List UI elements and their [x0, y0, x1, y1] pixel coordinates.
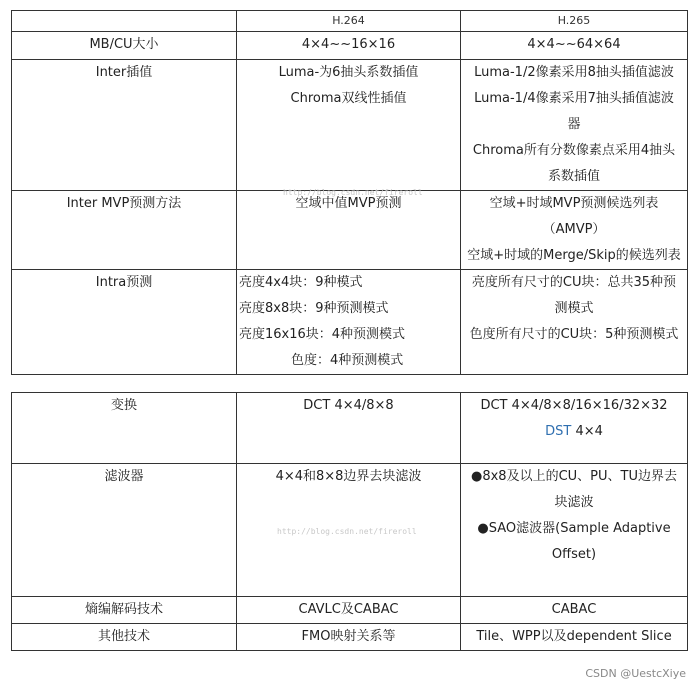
cell-line: Chroma双线性插值 — [290, 91, 407, 106]
cell-line: 空域+时域MVP预测候选列表 — [489, 196, 659, 211]
cell-line: DCT 4×4/8×8 — [303, 398, 394, 413]
table-row — [12, 32, 688, 60]
cell-line: 亮度8x8块：9种预测模式 — [239, 301, 389, 316]
h264-cell — [237, 624, 461, 651]
h265-cell — [461, 624, 688, 651]
cell-line: DCT 4×4/8×8/16×16/32×32 — [480, 398, 668, 413]
row-label: Inter插值 — [12, 60, 237, 191]
cell-line: （AMVP） — [542, 222, 606, 237]
row-label: Inter MVP预测方法 — [12, 191, 237, 270]
h264-cell — [237, 597, 461, 624]
cell-line: Offset) — [551, 547, 597, 562]
cell-line: 亮度4x4块：9种模式 — [239, 275, 363, 290]
h265-cell — [461, 191, 688, 270]
h265-cell — [461, 270, 688, 375]
cell-line: CABAC — [551, 602, 597, 617]
cell-line: 系数插值 — [547, 169, 600, 184]
h265-cell — [461, 393, 688, 464]
cell-line: 块滤波 — [554, 495, 594, 510]
footer-credit: CSDN @UestcXiye — [585, 667, 686, 680]
cell-line: 色度：4种预测模式 — [291, 353, 404, 368]
cell-line: 色度所有尺寸的CU块：5种预测模式 — [469, 327, 679, 342]
cell-line: 器 — [567, 117, 581, 132]
h265-cell — [461, 597, 688, 624]
h264-cell — [237, 60, 461, 191]
cell-line: ●SAO滤波器(Sample Adaptive — [477, 521, 671, 536]
dst-term: DST — [545, 424, 572, 439]
cell-line: Luma-为6抽头系数插值 — [278, 65, 419, 80]
cell-line: 4×4~~64×64 — [527, 37, 621, 52]
cell-line: Tile、WPP以及dependent Slice — [476, 629, 672, 644]
table-row — [12, 191, 688, 270]
h264-cell — [237, 191, 461, 270]
cell-line: Luma-1/2像素采用8抽头插值滤波 — [474, 65, 674, 80]
watermark: http://blog.csdn.net/fireroll — [277, 527, 417, 536]
cell-line — [463, 419, 685, 445]
h265-cell — [461, 32, 688, 60]
h264-cell — [237, 393, 461, 464]
row-label: 变换 — [12, 393, 237, 464]
row-label: 滤波器 — [12, 464, 237, 597]
row-label: 其他技术 — [12, 624, 237, 651]
cell-line: 4×4~~16×16 — [301, 37, 396, 52]
dst-size: 4×4 — [571, 424, 603, 439]
cell-line: Chroma所有分数像素点采用4抽头 — [472, 143, 676, 158]
cell-line: CAVLC及CABAC — [298, 602, 399, 617]
h265-cell — [461, 464, 688, 597]
h264-cell — [237, 32, 461, 60]
table-row — [12, 270, 688, 375]
cell-line: ●8x8及以上的CU、PU、TU边界去 — [471, 469, 677, 484]
table-row — [12, 393, 688, 464]
cell-line: 空域+时域的Merge/Skip的候选列表 — [467, 248, 681, 263]
cell-line: 亮度16x16块：4种预测模式 — [239, 327, 406, 342]
comparison-table-2 — [11, 392, 688, 651]
watermark: http://blog.csdn.net/fireroll — [283, 188, 423, 197]
table-row — [12, 597, 688, 624]
cell-line: FMO映射关系等 — [301, 629, 396, 644]
header-cell-h264: H.264 — [237, 11, 461, 32]
cell-line: Luma-1/4像素采用7抽头插值滤波 — [474, 91, 674, 106]
header-cell-empty — [12, 11, 237, 32]
row-label: Intra预测 — [12, 270, 237, 375]
row-label: MB/CU大小 — [12, 32, 237, 60]
row-label: 熵编解码技术 — [12, 597, 237, 624]
table-row — [12, 60, 688, 191]
cell-line: 测模式 — [554, 301, 594, 316]
cell-line: 4×4和8×8边界去块滤波 — [275, 469, 422, 484]
table-row — [12, 624, 688, 651]
header-cell-h265: H.265 — [461, 11, 688, 32]
header-row — [12, 11, 688, 32]
h264-cell — [237, 270, 461, 375]
cell-line: 空域中值MVP预测 — [295, 196, 402, 211]
h265-cell — [461, 60, 688, 191]
cell-line: 亮度所有尺寸的CU块：总共35种预 — [471, 275, 677, 290]
